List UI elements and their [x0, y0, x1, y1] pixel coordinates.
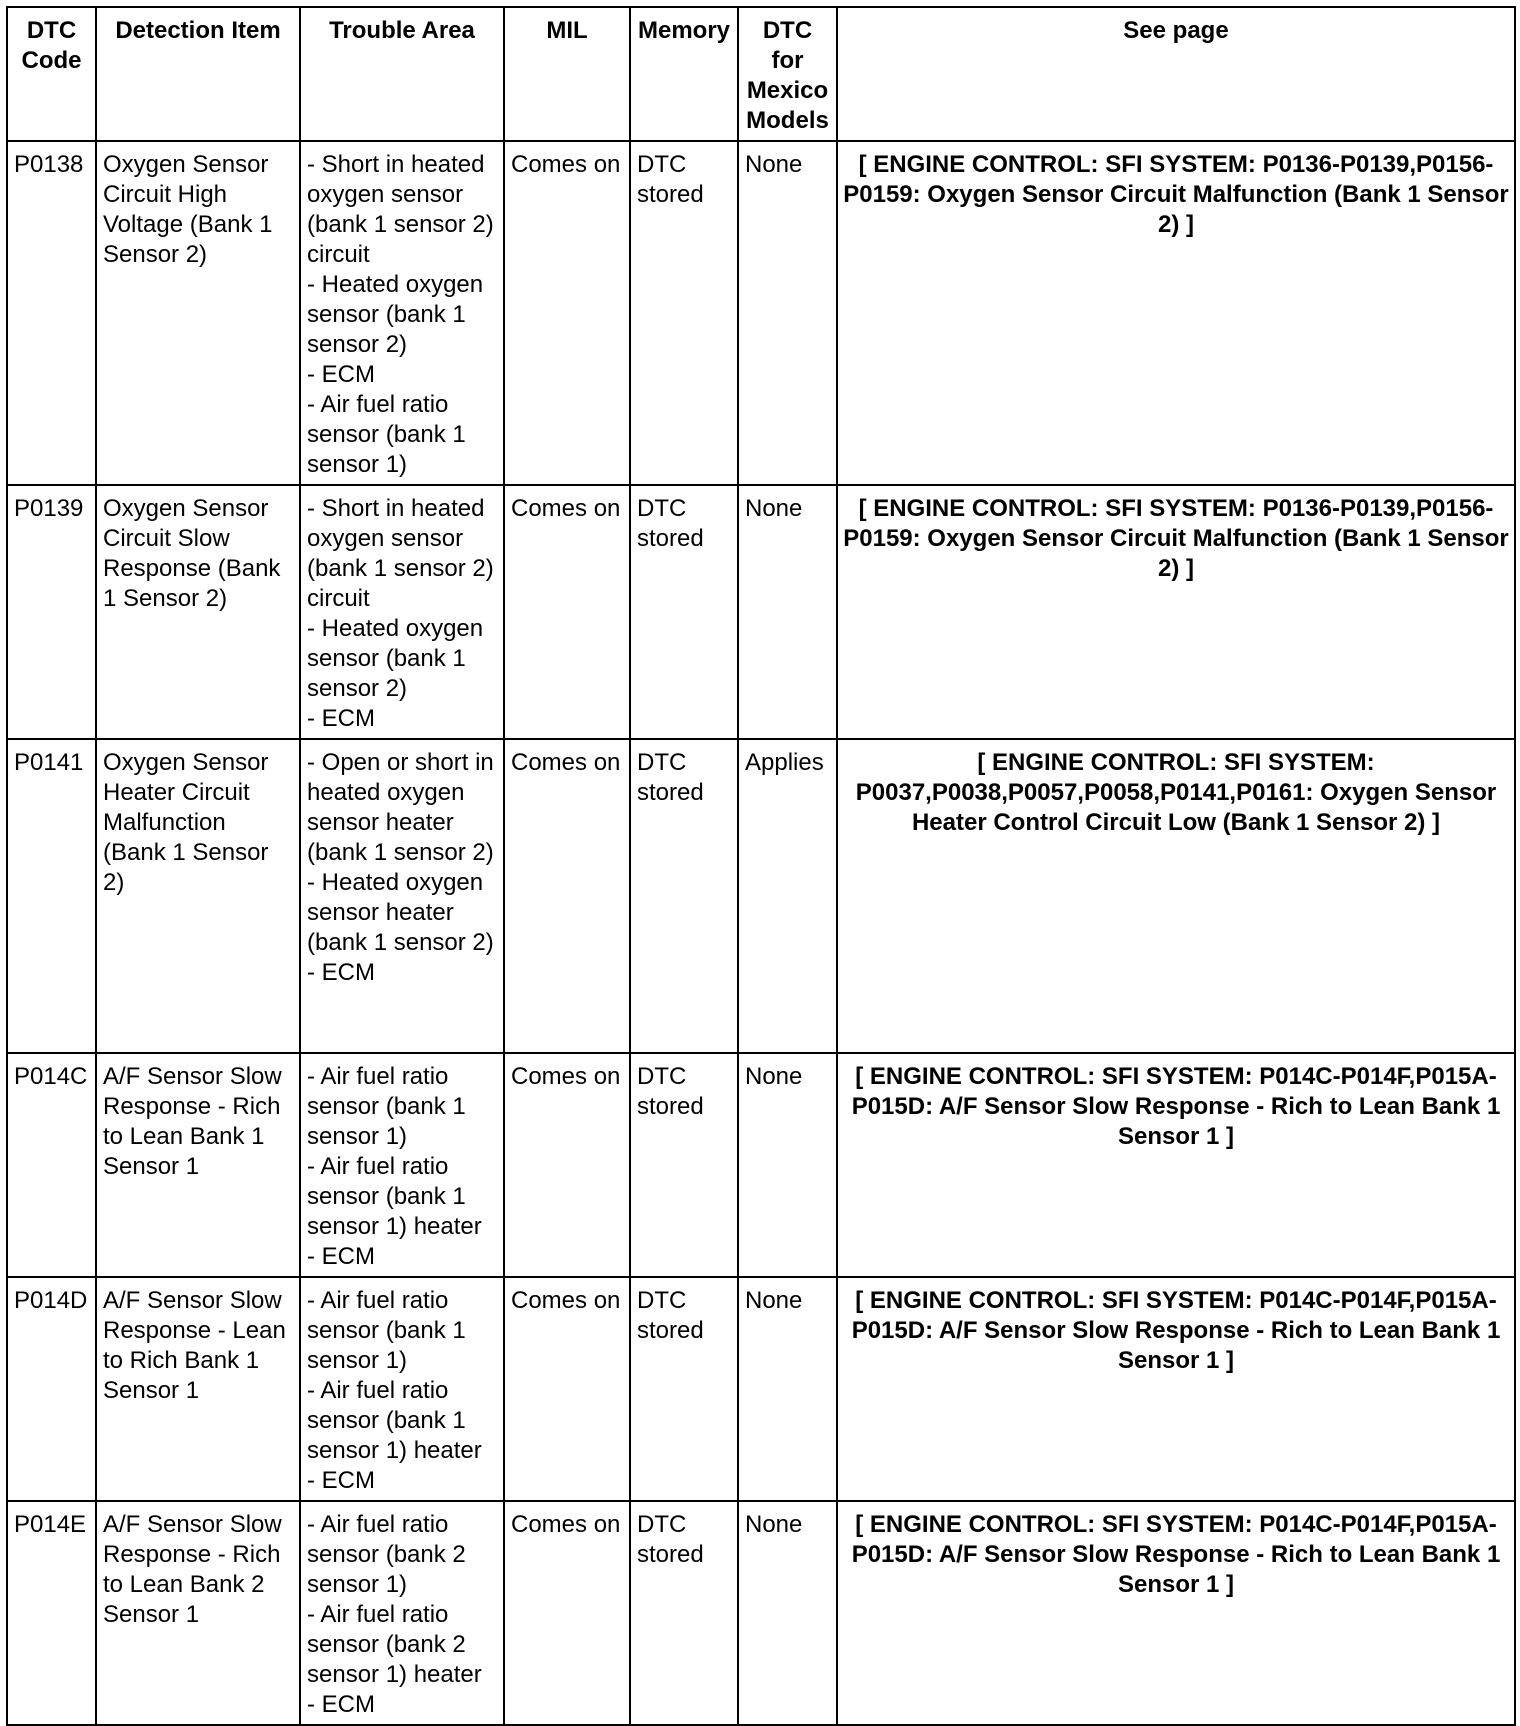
trouble-area-line: - Open or short in heated oxygen sensor heater (bank 1 sensor 2) — [307, 749, 494, 866]
table-row — [7, 1501, 1515, 1725]
dtc-code-cell: P014E — [7, 1501, 96, 1725]
header-dtc-code: DTC Code — [7, 7, 96, 141]
table-row — [7, 485, 1515, 739]
trouble-area-cell — [300, 141, 504, 485]
trouble-area-line: - Short in heated oxygen sensor (bank 1 sensor 2) circuit — [307, 151, 494, 268]
mexico-models-cell: None — [738, 1277, 837, 1501]
see-page-cell: [ ENGINE CONTROL: SFI SYSTEM: P014C-P014F,P015A-P015D: A/F Sensor Slow Response - Rich to Lean Bank 1 Sensor 1 ] — [837, 1053, 1515, 1277]
dtc-code-cell: P014C — [7, 1053, 96, 1277]
see-page-cell: [ ENGINE CONTROL: SFI SYSTEM: P0136-P0139,P0156-P0159: Oxygen Sensor Circuit Malfunction (Bank 1 Sensor 2) ] — [837, 485, 1515, 739]
mil-cell: Comes on — [504, 739, 630, 1053]
mexico-models-cell: Applies — [738, 739, 837, 1053]
trouble-area-line: - Air fuel ratio sensor (bank 1 sensor 1) — [307, 391, 466, 478]
header-detection-item: Detection Item — [96, 7, 300, 141]
table-row — [7, 1053, 1515, 1277]
trouble-area-line: - ECM — [307, 1467, 375, 1494]
mil-cell: Comes on — [504, 485, 630, 739]
memory-cell: DTC stored — [630, 141, 738, 485]
trouble-area-cell — [300, 1501, 504, 1725]
trouble-area-line: - ECM — [307, 959, 375, 986]
header-see-page: See page — [837, 7, 1515, 141]
mil-cell: Comes on — [504, 141, 630, 485]
header-memory: Memory — [630, 7, 738, 141]
memory-cell: DTC stored — [630, 1277, 738, 1501]
memory-cell: DTC stored — [630, 1501, 738, 1725]
trouble-area-line: - Air fuel ratio sensor (bank 1 sensor 1) — [307, 1287, 466, 1374]
dtc-code-cell: P0138 — [7, 141, 96, 485]
trouble-area-line: - Air fuel ratio sensor (bank 1 sensor 1) — [307, 1063, 466, 1150]
table-body — [7, 141, 1515, 1725]
header-mexico-models: DTC for Mexico Models — [738, 7, 837, 141]
detection-item-cell: Oxygen Sensor Circuit Slow Response (Bank 1 Sensor 2) — [96, 485, 300, 739]
dtc-code-cell: P0139 — [7, 485, 96, 739]
see-page-cell: [ ENGINE CONTROL: SFI SYSTEM: P014C-P014F,P015A-P015D: A/F Sensor Slow Response - Rich to Lean Bank 1 Sensor 1 ] — [837, 1501, 1515, 1725]
detection-item-cell: Oxygen Sensor Circuit High Voltage (Bank 1 Sensor 2) — [96, 141, 300, 485]
mil-cell: Comes on — [504, 1277, 630, 1501]
detection-item-cell: Oxygen Sensor Heater Circuit Malfunction (Bank 1 Sensor 2) — [96, 739, 300, 1053]
memory-cell: DTC stored — [630, 1053, 738, 1277]
trouble-area-line: - Short in heated oxygen sensor (bank 1 sensor 2) circuit — [307, 495, 494, 612]
mil-cell: Comes on — [504, 1501, 630, 1725]
detection-item-cell: A/F Sensor Slow Response - Lean to Rich Bank 1 Sensor 1 — [96, 1277, 300, 1501]
table-row — [7, 739, 1515, 1053]
memory-cell: DTC stored — [630, 739, 738, 1053]
trouble-area-line: - Heated oxygen sensor (bank 1 sensor 2) — [307, 615, 484, 702]
dtc-code-cell: P014D — [7, 1277, 96, 1501]
see-page-cell: [ ENGINE CONTROL: SFI SYSTEM: P014C-P014F,P015A-P015D: A/F Sensor Slow Response - Rich to Lean Bank 1 Sensor 1 ] — [837, 1277, 1515, 1501]
detection-item-cell: A/F Sensor Slow Response - Rich to Lean Bank 1 Sensor 1 — [96, 1053, 300, 1277]
trouble-area-line: - ECM — [307, 1243, 375, 1270]
trouble-area-cell — [300, 739, 504, 1053]
trouble-area-line: - Heated oxygen sensor (bank 1 sensor 2) — [307, 271, 484, 358]
mexico-models-cell: None — [738, 1053, 837, 1277]
dtc-code-cell: P0141 — [7, 739, 96, 1053]
table-row — [7, 1277, 1515, 1501]
see-page-cell: [ ENGINE CONTROL: SFI SYSTEM: P0136-P0139,P0156-P0159: Oxygen Sensor Circuit Malfunction (Bank 1 Sensor 2) ] — [837, 141, 1515, 485]
trouble-area-line: - ECM — [307, 1691, 375, 1718]
table-row — [7, 141, 1515, 485]
detection-item-cell: A/F Sensor Slow Response - Rich to Lean Bank 2 Sensor 1 — [96, 1501, 300, 1725]
trouble-area-line: - Air fuel ratio sensor (bank 1 sensor 1) heater — [307, 1153, 482, 1240]
mexico-models-cell: None — [738, 1501, 837, 1725]
mexico-models-cell: None — [738, 485, 837, 739]
trouble-area-line: - Air fuel ratio sensor (bank 2 sensor 1) — [307, 1511, 466, 1598]
trouble-area-line: - ECM — [307, 361, 375, 388]
header-mil: MIL — [504, 7, 630, 141]
trouble-area-cell — [300, 485, 504, 739]
see-page-cell: [ ENGINE CONTROL: SFI SYSTEM: P0037,P0038,P0057,P0058,P0141,P0161: Oxygen Sensor Heater Control Circuit Low (Bank 1 Sensor 2) ] — [837, 739, 1515, 1053]
trouble-area-cell — [300, 1053, 504, 1277]
trouble-area-line: - Air fuel ratio sensor (bank 2 sensor 1) heater — [307, 1601, 482, 1688]
trouble-area-line: - Air fuel ratio sensor (bank 1 sensor 1) heater — [307, 1377, 482, 1464]
memory-cell: DTC stored — [630, 485, 738, 739]
trouble-area-line: - ECM — [307, 705, 375, 732]
trouble-area-line: - Heated oxygen sensor heater (bank 1 sensor 2) — [307, 869, 494, 956]
dtc-table — [6, 6, 1516, 1726]
trouble-area-cell — [300, 1277, 504, 1501]
mexico-models-cell: None — [738, 141, 837, 485]
header-trouble-area: Trouble Area — [300, 7, 504, 141]
mil-cell: Comes on — [504, 1053, 630, 1277]
table-header-row — [7, 7, 1515, 141]
